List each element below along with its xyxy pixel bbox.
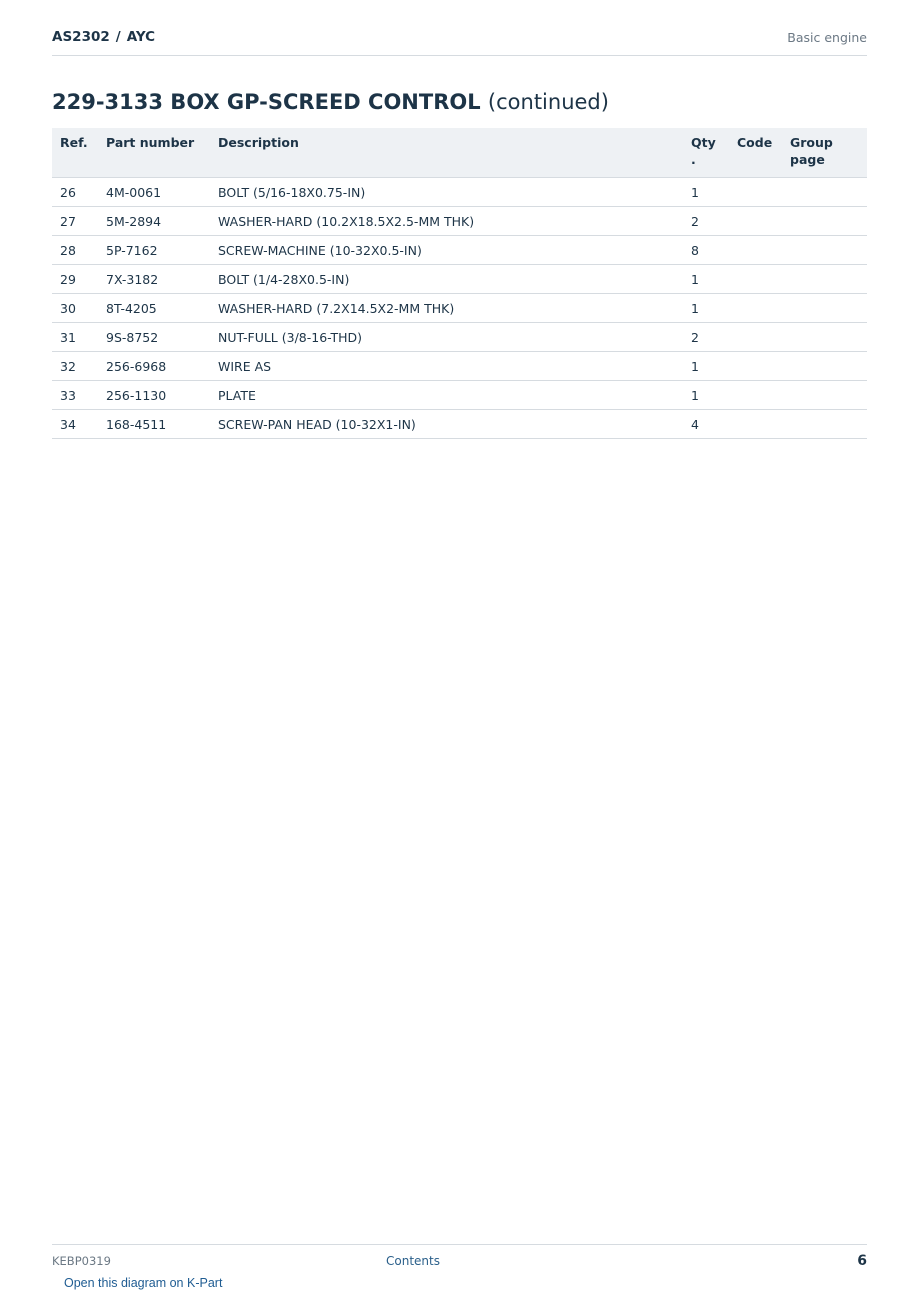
col-qty: Qty .	[683, 128, 729, 178]
open-kpart-link[interactable]: Open this diagram on K-Part	[64, 1276, 223, 1290]
table-row	[52, 294, 867, 323]
cell-group-page	[782, 381, 867, 410]
breadcrumb-separator: /	[115, 29, 121, 45]
cell-group-page	[782, 207, 867, 236]
cell-qty: 4	[683, 410, 729, 439]
cell-code	[729, 352, 782, 381]
contents-link[interactable]: Contents	[386, 1254, 440, 1268]
cell-description: WIRE AS	[210, 352, 683, 381]
cell-qty: 1	[683, 352, 729, 381]
cell-group-page	[782, 265, 867, 294]
cell-qty: 2	[683, 207, 729, 236]
document-id: KEBP0319	[52, 1254, 111, 1268]
cell-description: WASHER-HARD (10.2X18.5X2.5-MM THK)	[210, 207, 683, 236]
col-description: Description	[210, 128, 683, 178]
cell-ref: 34	[52, 410, 98, 439]
cell-group-page	[782, 178, 867, 207]
cell-ref: 26	[52, 178, 98, 207]
cell-group-page	[782, 323, 867, 352]
cell-code	[729, 236, 782, 265]
page-title	[52, 90, 609, 114]
col-ref: Ref.	[52, 128, 98, 178]
cell-description: BOLT (1/4-28X0.5-IN)	[210, 265, 683, 294]
cell-code	[729, 265, 782, 294]
breadcrumb	[52, 29, 155, 45]
cell-part-number: 5M-2894	[98, 207, 210, 236]
table-row	[52, 410, 867, 439]
cell-ref: 32	[52, 352, 98, 381]
table-row	[52, 265, 867, 294]
cell-qty: 8	[683, 236, 729, 265]
cell-part-number: 9S-8752	[98, 323, 210, 352]
cell-part-number: 256-6968	[98, 352, 210, 381]
model-code: AS2302	[52, 29, 110, 45]
cell-description: NUT-FULL (3/8-16-THD)	[210, 323, 683, 352]
cell-description: BOLT (5/16-18X0.75-IN)	[210, 178, 683, 207]
table-row	[52, 381, 867, 410]
cell-description: PLATE	[210, 381, 683, 410]
table-row	[52, 207, 867, 236]
cell-part-number: 7X-3182	[98, 265, 210, 294]
cell-code	[729, 178, 782, 207]
cell-part-number: 168-4511	[98, 410, 210, 439]
table-row	[52, 323, 867, 352]
cell-part-number: 5P-7162	[98, 236, 210, 265]
cell-ref: 28	[52, 236, 98, 265]
col-part-number: Part number	[98, 128, 210, 178]
group-title: 229-3133 BOX GP-SCREED CONTROL	[52, 90, 481, 114]
page-footer	[52, 1244, 867, 1274]
table-row	[52, 352, 867, 381]
cell-code	[729, 294, 782, 323]
cell-qty: 1	[683, 265, 729, 294]
cell-description: SCREW-MACHINE (10-32X0.5-IN)	[210, 236, 683, 265]
cell-description: SCREW-PAN HEAD (10-32X1-IN)	[210, 410, 683, 439]
cell-part-number: 256-1130	[98, 381, 210, 410]
col-code: Code	[729, 128, 782, 178]
col-group-page: Group page	[782, 128, 867, 178]
page-number: 6	[857, 1253, 867, 1269]
cell-description: WASHER-HARD (7.2X14.5X2-MM THK)	[210, 294, 683, 323]
cell-ref: 33	[52, 381, 98, 410]
cell-code	[729, 323, 782, 352]
cell-part-number: 4M-0061	[98, 178, 210, 207]
cell-code	[729, 381, 782, 410]
cell-ref: 29	[52, 265, 98, 294]
cell-qty: 1	[683, 381, 729, 410]
cell-group-page	[782, 294, 867, 323]
cell-qty: 1	[683, 294, 729, 323]
cell-code	[729, 207, 782, 236]
title-continued: (continued)	[487, 90, 609, 114]
cell-qty: 1	[683, 178, 729, 207]
cell-group-page	[782, 410, 867, 439]
cell-ref: 31	[52, 323, 98, 352]
page-header	[52, 28, 867, 56]
cell-part-number: 8T-4205	[98, 294, 210, 323]
table-header	[52, 128, 867, 178]
serial-prefix: AYC	[126, 29, 156, 45]
table-row	[52, 236, 867, 265]
cell-ref: 30	[52, 294, 98, 323]
section-name: Basic engine	[787, 30, 867, 45]
parts-table	[52, 128, 867, 439]
cell-qty: 2	[683, 323, 729, 352]
cell-group-page	[782, 236, 867, 265]
cell-group-page	[782, 352, 867, 381]
cell-ref: 27	[52, 207, 98, 236]
table-body	[52, 178, 867, 439]
table-row	[52, 178, 867, 207]
cell-code	[729, 410, 782, 439]
